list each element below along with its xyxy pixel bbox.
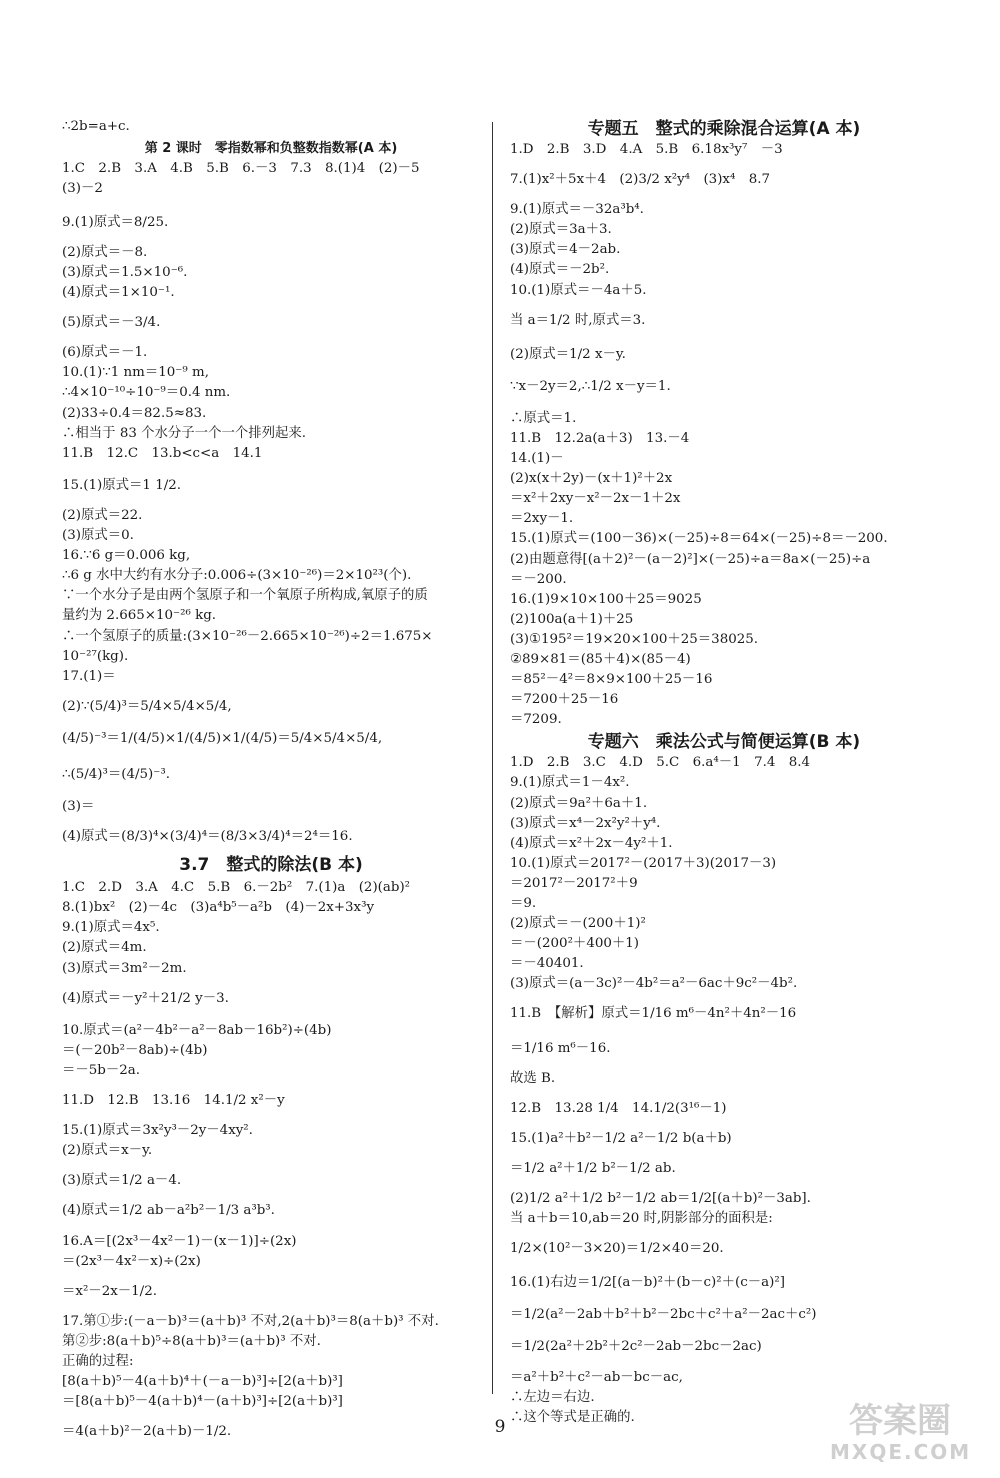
answer-line: (6)原式＝－1.	[62, 345, 148, 361]
answer-line: (4)原式＝－2b².	[510, 262, 610, 278]
answer-line: 10.(1)原式＝2017²－(2017＋3)(2017－3)	[510, 855, 777, 871]
answer-line: 17.第①步:(－a－b)³＝(a＋b)³ 不对,2(a＋b)³＝8(a＋b)³ 不对.	[62, 1313, 439, 1329]
answer-line: (2)1/2 a²＋1/2 b²－1/2 ab＝1/2[(a＋b)²－3ab].	[510, 1191, 811, 1206]
answer-line: 7.(1)x²＋5x＋4 (2)3/2 x²y⁴ (3)x⁴ 8.7	[510, 172, 771, 188]
answer-line: 当 a＝1/2 时,原式＝3.	[510, 312, 646, 328]
answer-line: (4)原式＝1×10⁻¹.	[62, 285, 175, 301]
answer-line: ＝－5b－2a.	[62, 1062, 141, 1078]
answer-line: 正确的过程:	[62, 1353, 134, 1369]
answer-line: (2)原式＝9a²＋6a＋1.	[510, 795, 648, 811]
watermark-logo	[830, 1402, 970, 1464]
answer-line: (2)原式＝3a＋3.	[510, 222, 612, 238]
answer-line: (2)原式＝－(200＋1)²	[510, 916, 646, 932]
answer-line: ＝(－20b²－8ab)÷(4b)	[62, 1042, 208, 1058]
answer-line: 1.D 2.B 3.D 4.A 5.B 6.18x³y⁷ －3	[510, 141, 783, 157]
answer-line: (2)原式＝x－y.	[62, 1143, 153, 1159]
answer-line: 11.D 12.B 13.16 14.1/2 x²－y	[62, 1093, 285, 1109]
answer-line: (4)原式＝x²＋2x－4y²＋1.	[510, 835, 673, 851]
answer-line: ＝a²＋b²＋c²－ab－bc－ac,	[510, 1369, 683, 1385]
answer-line: 1.D 2.B 3.C 4.D 5.C 6.a⁴－1 7.4 8.4	[510, 755, 811, 771]
answer-line: 10.(1)原式＝－4a＋5.	[510, 282, 647, 298]
answer-line: ∴6 g 水中大约有水分子:0.006÷(3×10⁻²⁶)＝2×10²³(个).	[62, 568, 412, 584]
watermark-url: MXQE.COM	[830, 1440, 972, 1464]
answer-line: ＝2017²－2017²＋9	[510, 875, 638, 891]
answer-line: 17.(1)＝	[62, 668, 116, 684]
answer-line: (3)①195²＝19×20×100＋25＝38025.	[510, 631, 759, 647]
answer-line: (3)－2	[62, 180, 103, 196]
answer-line: (3)原式＝1.5×10⁻⁶.	[62, 265, 188, 281]
answer-line: (2)原式＝1/2 x－y.	[510, 346, 626, 362]
answer-line: ＝1/2 a²＋1/2 b²－1/2 ab.	[510, 1160, 676, 1176]
answer-line: (2)由题意得[(a＋2)²－(a－2)²]×(－25)÷a＝8a×(－25)÷a	[510, 551, 871, 567]
answer-line: ＝4(a＋b)²－2(a＋b)－1/2.	[62, 1424, 232, 1440]
page-number: 9	[494, 1417, 506, 1437]
answer-line: 10⁻²⁷(kg).	[62, 648, 129, 664]
answer-line: 16.A＝[(2x³－4x²－1)－(x－1)]÷(2x)	[62, 1233, 297, 1249]
answer-line: 1/2×(10²－3×20)＝1/2×40＝20.	[510, 1241, 724, 1257]
answer-line: ＝9.	[510, 895, 537, 911]
answer-line: (3)原式＝x⁴－2x²y²＋y⁴.	[510, 815, 661, 831]
answer-line: (2)33÷0.4＝82.5≈83.	[62, 405, 207, 421]
answer-line: 量约为 2.665×10⁻²⁶ kg.	[62, 608, 217, 624]
answer-line: ∴相当于 83 个水分子一个一个排列起来.	[62, 425, 307, 441]
answer-line: ＝1/2(a²－2ab＋b²＋b²－2bc＋c²＋a²－2ac＋c²)	[510, 1307, 817, 1323]
answer-line: ∴4×10⁻¹⁰÷10⁻⁹＝0.4 nm.	[62, 385, 231, 401]
watermark-text: 答案圈	[849, 1401, 951, 1441]
answer-line: ∴原式＝1.	[510, 410, 577, 426]
answer-line: (4)原式＝－y²＋21/2 y－3.	[62, 990, 229, 1006]
answer-line: 16.(1)9×10×100＋25＝9025	[510, 591, 702, 607]
section-heading: 专题五 整式的乘除混合运算(A 本)	[587, 119, 861, 139]
answer-line: ②89×81＝(85＋4)×(85－4)	[510, 652, 691, 667]
answer-line: ＝7209.	[510, 712, 562, 728]
answer-line: (3)原式＝1/2 a－4.	[62, 1173, 182, 1189]
answer-line: ∵x－2y＝2,∴1/2 x－y＝1.	[510, 378, 671, 394]
answer-line: (3)原式＝3m²－2m.	[62, 960, 187, 976]
section-heading: 3.7 整式的除法(B 本)	[179, 855, 363, 876]
answer-line: (5)原式＝－3/4.	[62, 315, 161, 331]
left-column	[62, 118, 480, 1441]
answer-line: ＝－200.	[510, 571, 567, 587]
answer-line: ＝1/2(2a²＋2b²＋2c²－2ab－2bc－2ac)	[510, 1339, 762, 1355]
answer-line: ＝2xy－1.	[510, 511, 574, 527]
answer-line: (3)＝	[62, 799, 95, 815]
answer-line: 11.B 12.C 13.b<c<a 14.1	[62, 445, 263, 461]
answer-line: (2)原式＝－8.	[62, 244, 148, 260]
answer-line: ∴左边＝右边.	[510, 1389, 595, 1405]
answer-line: ＝－(200²＋400＋1)	[510, 936, 640, 952]
answer-line: (3)原式＝4－2ab.	[510, 242, 621, 258]
answer-line: 15.(1)原式＝1 1/2.	[62, 477, 182, 493]
answer-line: 10.原式＝(a²－4b²－a²－8ab－16b²)÷(4b)	[62, 1022, 332, 1038]
answer-line: 1.C 2.D 3.A 4.C 5.B 6.－2b² 7.(1)a (2)(ab)²	[62, 880, 411, 896]
answer-line: (4)原式＝1/2 ab－a²b²－1/3 a³b³.	[62, 1203, 275, 1219]
answer-line: 14.(1)－	[510, 451, 564, 467]
answer-line: ＝85²－4²＝8×9×100＋25－16	[510, 672, 713, 688]
right-column	[510, 118, 938, 1427]
answer-line: (2)原式＝4m.	[62, 940, 147, 956]
answer-line: 10.(1)∵1 nm＝10⁻⁹ m,	[62, 365, 209, 381]
answer-line: (2)100a(a＋1)＋25	[510, 611, 634, 627]
answer-line: ∴(5/4)³＝(4/5)⁻³.	[62, 766, 170, 782]
answer-line: 9.(1)原式＝8/25.	[62, 214, 169, 230]
answer-line: 11.B 【解析】原式＝1/16 m⁶－4n²＋4n²－16	[510, 1006, 797, 1022]
answer-line: 8.(1)bx² (2)－4c (3)a⁴b⁵－a²b (4)－2x+3x³y	[62, 900, 375, 916]
answer-line: (2)原式＝22.	[62, 507, 143, 523]
answer-line: 12.B 13.28 1/4 14.1/2(3¹⁶－1)	[510, 1100, 727, 1116]
answer-line: (3)原式＝(a－3c)²－4b²＝a²－6ac＋9c²－4b².	[510, 976, 798, 992]
answer-line: ∵一个水分子是由两个氢原子和一个氧原子所构成,氧原子的质	[62, 588, 428, 604]
answer-line: ＝1/16 m⁶－16.	[510, 1040, 611, 1056]
answer-line: 11.B 12.2a(a＋3) 13.－4	[510, 430, 690, 446]
answer-line: ＝x²－2x－1/2.	[62, 1283, 157, 1299]
answer-line: 1.C 2.B 3.A 4.B 5.B 6.－3 7.3 8.(1)4 (2)－5	[62, 160, 420, 176]
answer-line: 当 a＋b＝10,ab＝20 时,阴影部分的面积是:	[510, 1211, 773, 1227]
answer-line: 9.(1)原式＝－32a³b⁴.	[510, 202, 644, 218]
answer-line: [8(a＋b)⁵－4(a＋b)⁴＋(－a－b)³]÷[2(a＋b)³]	[62, 1374, 343, 1390]
answer-line: (3)原式＝0.	[62, 528, 134, 544]
answer-line: (2)x(x＋2y)－(x＋1)²＋2x	[510, 471, 673, 487]
answer-line: 15.(1)原式＝(100－36)×(－25)÷8＝64×(－25)÷8＝－200.	[510, 531, 888, 547]
column-divider	[492, 122, 493, 1394]
section-heading: 第 2 课时 零指数幂和负整数指数幂(A 本)	[144, 141, 398, 157]
answer-line: ∴2b=a+c.	[62, 119, 130, 134]
answer-line: (2)∵(5/4)³＝5/4×5/4×5/4,	[62, 698, 232, 714]
answer-line: ＝(2x³－4x²－x)÷(2x)	[62, 1253, 201, 1269]
answer-line: 9.(1)原式＝1－4x².	[510, 775, 630, 791]
answer-line: (4)原式＝(8/3)⁴×(3/4)⁴＝(8/3×3/4)⁴＝2⁴＝16.	[62, 829, 353, 845]
answer-line: (4/5)⁻³＝1/(4/5)×1/(4/5)×1/(4/5)＝5/4×5/4×5/4,	[62, 730, 383, 746]
answer-line: ＝x²＋2xy－x²－2x－1＋2x	[510, 491, 681, 507]
answer-line: 9.(1)原式＝4x⁵.	[62, 920, 160, 936]
answer-line: 15.(1)a²＋b²－1/2 a²－1/2 b(a＋b)	[510, 1130, 732, 1146]
answer-line: ∴一个氢原子的质量:(3×10⁻²⁶－2.665×10⁻²⁶)÷2＝1.675×	[62, 628, 433, 644]
answer-line: ＝7200＋25－16	[510, 692, 619, 708]
answer-line: 15.(1)原式＝3x²y³－2y－4xy².	[62, 1123, 253, 1139]
answer-line: ∴这个等式是正确的.	[510, 1409, 635, 1425]
answer-line: 16.∵6 g＝0.006 kg,	[62, 548, 191, 564]
answer-line: ＝－40401.	[510, 956, 584, 972]
section-heading: 专题六 乘法公式与简便运算(B 本)	[587, 732, 861, 753]
answer-line: 第②步:8(a＋b)⁵÷8(a＋b)³＝(a＋b)³ 不对.	[62, 1333, 321, 1349]
answer-line: ＝[8(a＋b)⁵－4(a＋b)⁴－(a＋b)³]÷[2(a＋b)³]	[62, 1394, 343, 1410]
answer-line: 16.(1)右边＝1/2[(a－b)²＋(b－c)²＋(c－a)²]	[510, 1275, 785, 1291]
answer-line: 故选 B.	[510, 1070, 556, 1086]
